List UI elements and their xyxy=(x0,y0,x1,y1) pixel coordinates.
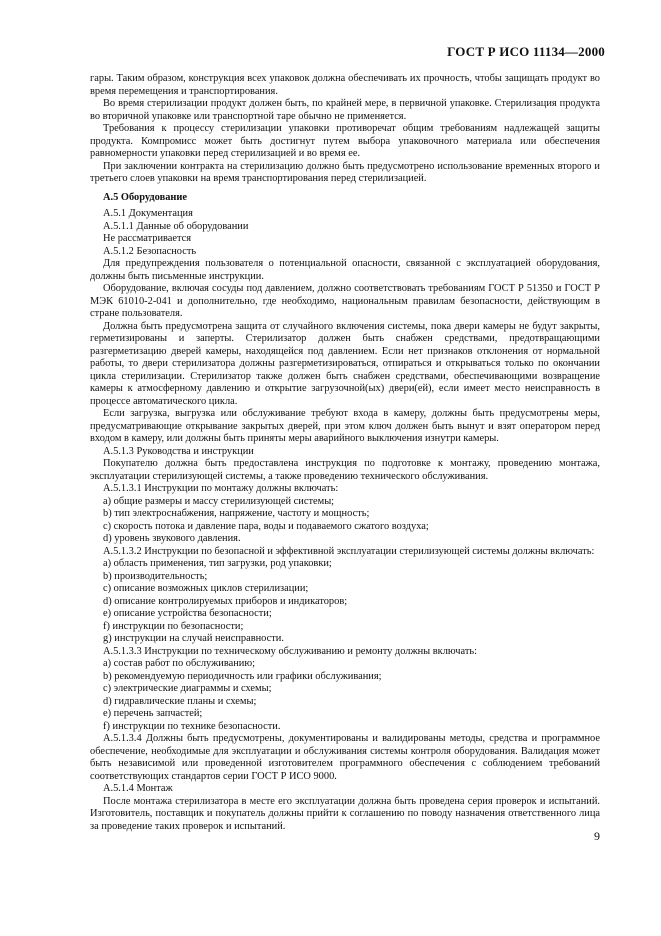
page-body-text xyxy=(90,73,600,833)
list-item: b) тип электроснабжения, напряжение, частоту и мощность; xyxy=(103,508,370,519)
paragraph: Покупателю должна быть предоставлена инструкция по подготовке к монтажу, проведению монтажа, эксплуатации стерилизующей системы, а также проведению технического обслуживания. xyxy=(90,458,600,482)
list-item: a) общие размеры и массу стерилизующей системы; xyxy=(103,495,335,507)
paragraph: Если загрузка, выгрузка или обслуживание требуют входа в камеру, должны быть предусмотрены меры, предусматривающие открывание закрытых дверей, при этом ключ должен быть вынут и взят оператором перед входом в камеру, или должны быть приняты меры аварийного выключения изнутри камеры. xyxy=(90,408,600,444)
list-item: d) уровень звукового давления. xyxy=(103,533,241,544)
paragraph: Не рассматривается xyxy=(103,233,192,244)
paragraph: Требования к процессу стерилизации упаковки противоречат общим требованиям надлежащей защиты продукта. Компромисс может быть достигнут путем выбора упаковочного материала или обеспечения равномерности упаковки перед стерилизацией и во время ее. xyxy=(90,123,600,159)
list-item: f) инструкции по технике безопасности. xyxy=(103,720,281,732)
paragraph: Оборудование, включая сосуды под давлением, должно соответствовать требованиям ГОСТ Р 51350 и ГОСТ Р МЭК 61010-2-041 и дополнительно, где необходимо, национальным правилам безопасности, действующим в стране пользователя. xyxy=(90,283,600,319)
paragraph: А.5.1.3.1 Инструкции по монтажу должны включать: xyxy=(103,483,339,494)
paragraph: А.5.1.3.4 Должны быть предусмотрены, документированы и валидированы методы, средства и программное обеспечение, необходимые для эксплуатации и обслуживания системы контроля оборудования. Валидация может быть независимой или проведенной изготовителем программного обеспечения с соблюдением требований соответствующих стандартов серии ГОСТ Р ИСО 9000. xyxy=(90,733,600,782)
list-item: c) скорость потока и давление пара, воды и подаваемого сжатого воздуха; xyxy=(103,520,429,532)
subsection-heading: А.5.1.1 Данные об оборудовании xyxy=(103,220,249,232)
paragraph: гары. Таким образом, конструкция всех упаковок должна обеспечивать их прочность, чтобы защищать продукт во время перемещения и транспортирования. xyxy=(90,73,600,97)
paragraph: А.5.1.3.2 Инструкции по безопасной и эффективной эксплуатации стерилизующей системы должны включать: xyxy=(103,545,595,557)
list-item: e) перечень запчастей; xyxy=(103,708,203,719)
list-item: d) описание контролируемых приборов и индикаторов; xyxy=(103,595,348,607)
list-item: e) описание устройства безопасности; xyxy=(103,608,272,619)
subsection-heading: А.5.1.2 Безопасность xyxy=(103,245,197,257)
paragraph: Во время стерилизации продукт должен быть, по крайней мере, в первичной упаковке. Стерилизация продукта во вторичной упаковке или транспортной таре обычно не применяется. xyxy=(90,98,600,122)
page-number: 9 xyxy=(594,829,600,843)
list-item: f) инструкции по безопасности; xyxy=(103,620,244,632)
paragraph: А.5.1.3.3 Инструкции по техническому обслуживанию и ремонту должны включать: xyxy=(103,645,478,657)
list-item: c) описание возможных циклов стерилизации; xyxy=(103,583,309,594)
list-item: g) инструкции на случай неисправности. xyxy=(103,633,284,644)
list-item: a) состав работ по обслуживанию; xyxy=(103,658,256,669)
list-item: b) производительность; xyxy=(103,570,208,582)
list-item: c) электрические диаграммы и схемы; xyxy=(103,683,272,694)
paragraph: После монтажа стерилизатора в месте его эксплуатации должна быть проведена серия проверок и испытаний. Изготовитель, поставщик и покупатель должны прийти к соглашению по поводу назначения ответственного лица за проведение таких проверок и испытаний. xyxy=(90,795,600,832)
list-item: a) область применения, тип загрузки, род упаковки; xyxy=(103,558,332,569)
subsection-heading: А.5.1 Документация xyxy=(103,208,193,219)
list-item: b) рекомендуемую периодичность или графики обслуживания; xyxy=(103,670,382,682)
paragraph: Должна быть предусмотрена защита от случайного включения системы, пока двери камеры не будут закрыты, герметизированы и заперты. Стерилизатор должен быть снабжен средствами, предотвращающими разгерметизацию дверей камеры, находящейся под давлением. Если нет признаков отклонения от нормальной работы, то двери стерилизатора должны разгерметизироваться, отпираться и открываться только по окончании цикла стерилизации. Стерилизатор также должен быть снабжен средствами, обеспечивающими возвращение камеры к атмосферному давлению и открытие загрузочной(ых) двери(ей), если имеет место неисправность в процессе автоматического цикла. xyxy=(90,320,600,407)
paragraph: Для предупреждения пользователя о потенциальной опасности, связанной с эксплуатацией оборудования, должны быть письменные инструкции. xyxy=(90,258,600,282)
subsection-heading: А.5.1.4 Монтаж xyxy=(103,783,173,794)
subsection-heading: А.5.1.3 Руководства и инструкции xyxy=(103,445,254,457)
list-item: d) гидравлические планы и схемы; xyxy=(103,695,257,707)
paragraph: При заключении контракта на стерилизацию должно быть предусмотрено использование временных второго и третьего слоев упаковки на время транспортирования перед стерилизацией. xyxy=(90,160,600,184)
document-header-code: ГОСТ Р ИСО 11134—2000 xyxy=(447,44,605,59)
section-heading: А.5 Оборудование xyxy=(103,191,187,203)
